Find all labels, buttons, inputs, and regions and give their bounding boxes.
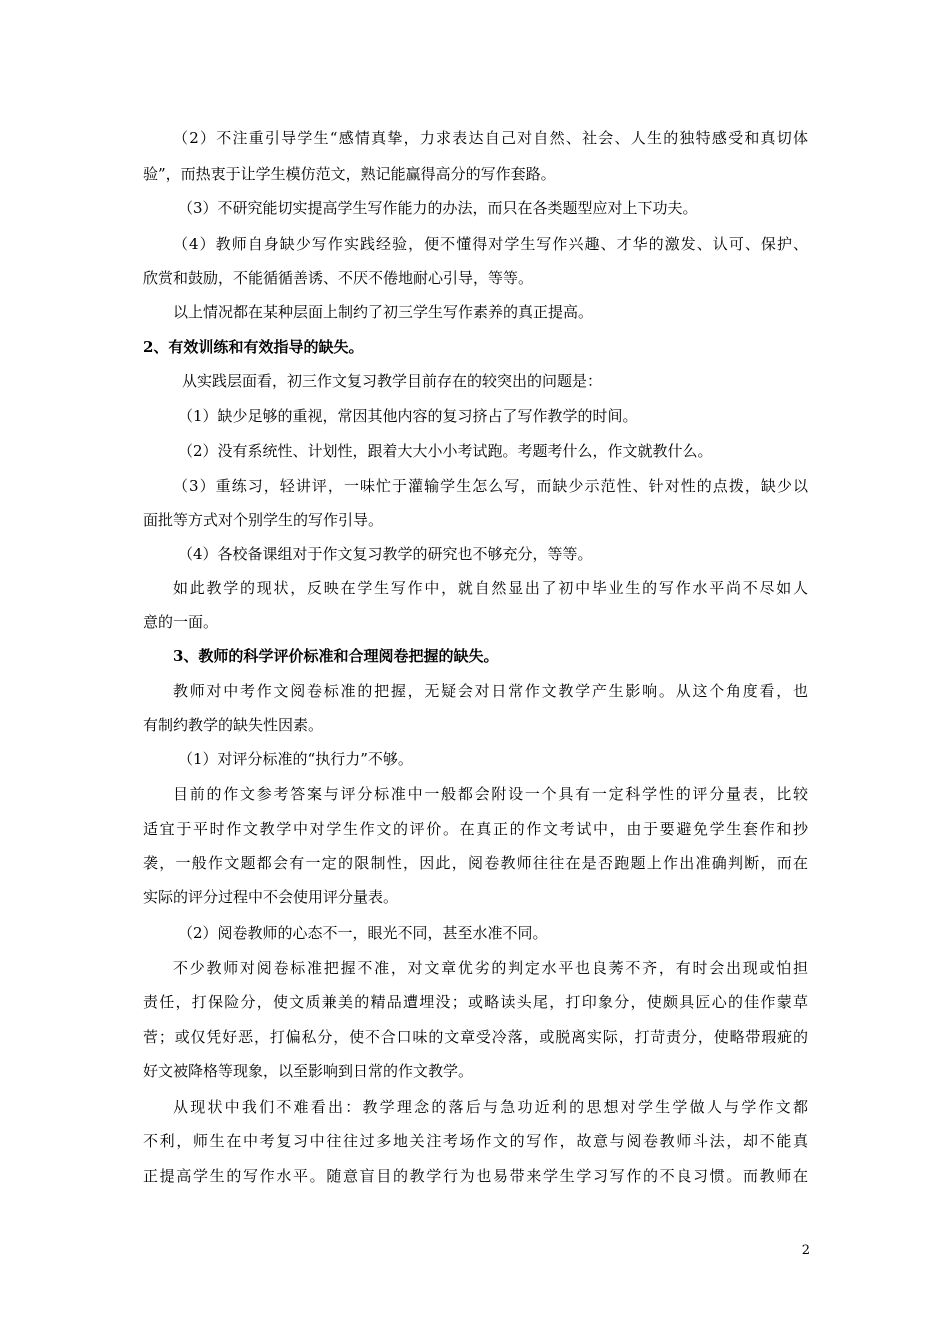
paragraph-line: 责任，打保险分，使文质兼美的精品遭埋没；或略读头尾，打印象分，使颇具匠心的佳作蒙草 — [143, 993, 808, 1011]
paragraph-line: 好文被降格等现象，以至影响到日常的作文教学。 — [143, 1062, 474, 1080]
section-heading: 2、有效训练和有效指导的缺失。 — [143, 338, 364, 356]
paragraph-line: （3）不研究能切实提高学生写作能力的办法，而只在各类题型应对上下功夫。 — [178, 199, 698, 217]
page-number: 2 — [801, 1243, 810, 1258]
paragraph-line: 目前的作文参考答案与评分标准中一般都会附设一个具有一定科学性的评分量表，比较 — [173, 785, 808, 803]
paragraph-line: 适宜于平时作文教学中对学生作文的评价。在真正的作文考试中，由于要避免学生套作和抄 — [143, 820, 808, 838]
paragraph-line: 不利，师生在中考复习中往往过多地关注考场作文的写作，故意与阅卷教师斗法，却不能真 — [143, 1132, 808, 1150]
paragraph-line: 从实践层面看，初三作文复习教学目前存在的较突出的问题是： — [182, 372, 603, 390]
paragraph-line: （4）各校备课组对于作文复习教学的研究也不够充分，等等。 — [178, 545, 593, 563]
paragraph-line: （4）教师自身缺少写作实践经验，便不懂得对学生写作兴趣、才华的激发、认可、保护、 — [173, 235, 808, 253]
paragraph-line: （3）重练习，轻讲评，一味忙于灌输学生怎么写，而缺少示范性、针对性的点拨，缺少以 — [173, 477, 808, 495]
paragraph-line: （2）阅卷教师的心态不一，眼光不同，甚至水准不同。 — [178, 924, 548, 942]
paragraph-line: 正提高学生的写作水平。随意盲目的教学行为也易带来学生学习写作的不良习惯。而教师在 — [143, 1167, 808, 1185]
paragraph-line: 意的一面。 — [143, 613, 219, 631]
paragraph-line: 验”，而热衷于让学生模仿范文，熟记能赢得高分的写作套路。 — [143, 165, 556, 183]
paragraph-line: （1）对评分标准的“执行力”不够。 — [178, 750, 413, 768]
paragraph-line: （2）没有系统性、计划性，跟着大大小小考试跑。考题考什么，作文就教什么。 — [178, 442, 713, 460]
paragraph-line: （1）缺少足够的重视，常因其他内容的复习挤占了写作教学的时间。 — [178, 407, 638, 425]
paragraph-line: 面批等方式对个别学生的写作引导。 — [143, 511, 384, 529]
paragraph-line: 菅；或仅凭好恶，打偏私分，使不合口味的文章受冷落，或脱离实际，打苛责分，使略带瑕疵的 — [143, 1028, 808, 1046]
paragraph-line: 欣赏和鼓励，不能循循善诱、不厌不倦地耐心引导，等等。 — [143, 269, 534, 287]
paragraph-line: 从现状中我们不难看出：教学理念的落后与急功近利的思想对学生学做人与学作文都 — [173, 1098, 808, 1116]
paragraph-line: 以上情况都在某种层面上制约了初三学生写作素养的真正提高。 — [173, 303, 594, 321]
paragraph-line: 如此教学的现状，反映在学生写作中，就自然显出了初中毕业生的写作水平尚不尽如人 — [173, 579, 808, 597]
paragraph-line: 有制约教学的缺失性因素。 — [143, 716, 324, 734]
paragraph-line: 不少教师对阅卷标准把握不准，对文章优劣的判定水平也良莠不齐，有时会出现或怕担 — [173, 959, 808, 977]
paragraph-line: 实际的评分过程中不会使用评分量表。 — [143, 888, 399, 906]
paragraph-line: 教师对中考作文阅卷标准的把握，无疑会对日常作文教学产生影响。从这个角度看，也 — [173, 682, 808, 700]
section-heading: 3、教师的科学评价标准和合理阅卷把握的缺失。 — [173, 647, 499, 665]
paragraph-line: （2）不注重引导学生“感情真挚，力求表达自己对自然、社会、人生的独特感受和真切体 — [173, 129, 808, 147]
paragraph-line: 袭，一般作文题都会有一定的限制性，因此，阅卷教师往往在是否跑题上作出准确判断，而在 — [143, 854, 808, 872]
